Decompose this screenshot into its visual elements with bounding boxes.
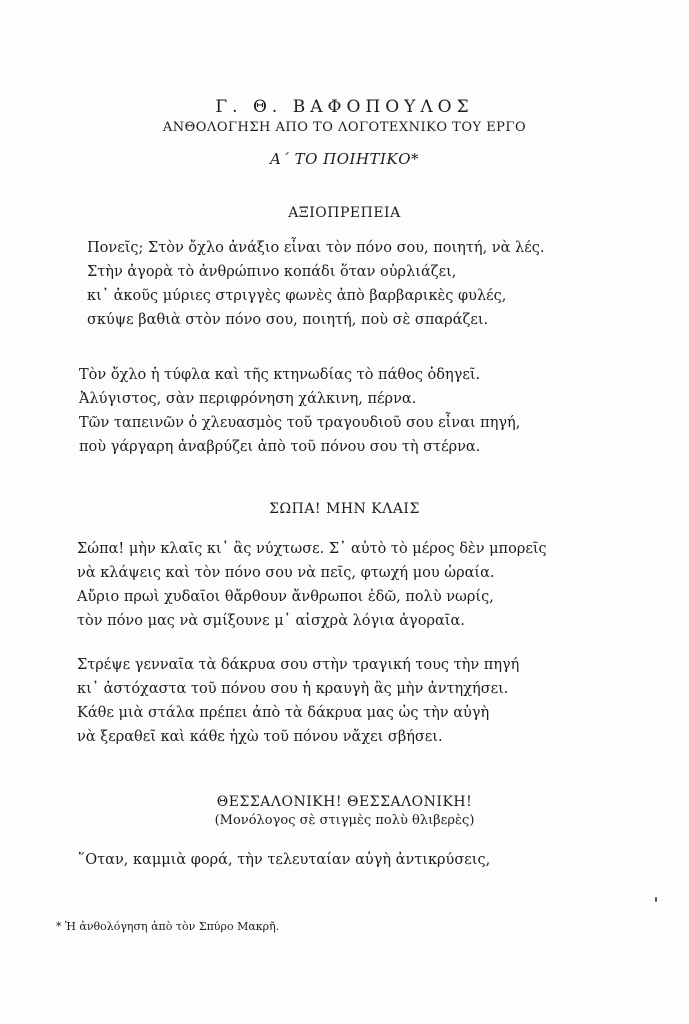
footnote: * Ἡ ἀνθολόγηση ἀπὸ τὸν Σπύρο Μακρῆ. — [56, 920, 280, 933]
section-heading: Α΄ ΤΟ ΠΟΙΗΤΙΚΟ* — [270, 150, 419, 168]
verse-line: νὰ ξεραθεῖ καὶ κάθε ἠχὼ τοῦ πόνου νἄχει σβήσει. — [77, 729, 443, 745]
verse-line: Ἀλύγιστος, σὰν περιφρόνηση χάλκινη, πέρνα. — [79, 391, 417, 407]
poem-title: ΣΩΠΑ! ΜΗΝ ΚΛΑΙΣ — [269, 501, 420, 517]
verse-line: Στρέψε γενναῖα τὰ δάκρυα σου στὴν τραγική τους τὴν πηγή — [77, 657, 520, 673]
stanza — [77, 653, 519, 749]
verse-line: Κάθε μιὰ στάλα πρέπει ἀπὸ τὰ δάκρυα μας ὡς τὴν αὐγὴ — [77, 705, 490, 721]
verse-line: νὰ κλάψεις καὶ τὸν πόνο σου νὰ πεῖς, φτωχή μου ὡραία. — [77, 565, 495, 581]
verse-line: κι᾿ ἀκοῦς μύριες στριγγὲς φωνὲς ἀπὸ βαρβαρικὲς φυλές, — [87, 288, 507, 304]
scan-speck — [655, 897, 657, 902]
verse-line: κι᾿ ἀστόχαστα τοῦ πόνου σου ἡ κραυγὴ ἂς μὴν ἀντηχήσει. — [77, 681, 509, 697]
stanza — [78, 848, 490, 872]
verse-line: σκύψε βαθιὰ στὸν πόνο σου, ποιητή, ποὺ σὲ σπαράζει. — [87, 312, 489, 328]
stanza — [87, 236, 544, 332]
verse-line: ῞Οταν, καμμιὰ φορά, τὴν τελευταίαν αὐγὴ ἀντικρύσεις, — [78, 852, 491, 868]
poem-title: ΑΞΙΟΠΡΕΠΕΙΑ — [288, 205, 401, 221]
stanza — [79, 363, 520, 459]
verse-line: Τὸν ὄχλο ἡ τύφλα καὶ τῆς κτηνωδίας τὸ πάθος ὁδηγεῖ. — [79, 367, 481, 383]
verse-line: Σώπα! μὴν κλαῖς κι᾿ ἂς νύχτωσε. Σ᾿ αὐτὸ τὸ μέρος δὲν μπορεῖς — [77, 541, 547, 557]
anthology-subtitle: ΑΝΘΟΛΟΓΗΣΗ ΑΠΟ ΤΟ ΛΟΓΟΤΕΧΝΙΚΟ ΤΟΥ ΕΡΓΟ — [162, 120, 527, 135]
verse-line: Στὴν ἀγορὰ τὸ ἀνθρώπινο κοπάδι ὅταν οὐρλιάζει, — [87, 264, 457, 280]
verse-line: Τῶν ταπεινῶν ὁ χλευασμὸς τοῦ τραγουδιοῦ σου εἶναι πηγή, — [79, 415, 521, 431]
author-name: Γ. Θ. ΒΑΦΟΠΟΥΛΟΣ — [215, 97, 474, 117]
poem-subtitle: (Μονόλογος σὲ στιγμὲς πολὺ θλιβερὲς) — [214, 813, 475, 828]
poem-title: ΘΕΣΣΑΛΟΝΙΚΗ! ΘΕΣΣΑΛΟΝΙΚΗ! — [216, 794, 473, 810]
stanza — [77, 537, 547, 633]
verse-line: τὸν πόνο μας νὰ σμίξουνε μ᾿ αἰσχρὰ λόγια ἀγοραῖα. — [77, 613, 465, 629]
verse-line: Πονεῖς; Στὸν ὄχλο ἀνάξιο εἶναι τὸν πόνο σου, ποιητή, νὰ λές. — [87, 240, 545, 256]
verse-line: Αὔριο πρωὶ χυδαῖοι θἄρθουν ἄνθρωποι ἐδῶ, πολὺ νωρίς, — [77, 589, 494, 605]
verse-line: ποὺ γάργαρη ἀναβρύζει ἀπὸ τοῦ πόνου σου τὴ στέρνα. — [79, 439, 481, 455]
